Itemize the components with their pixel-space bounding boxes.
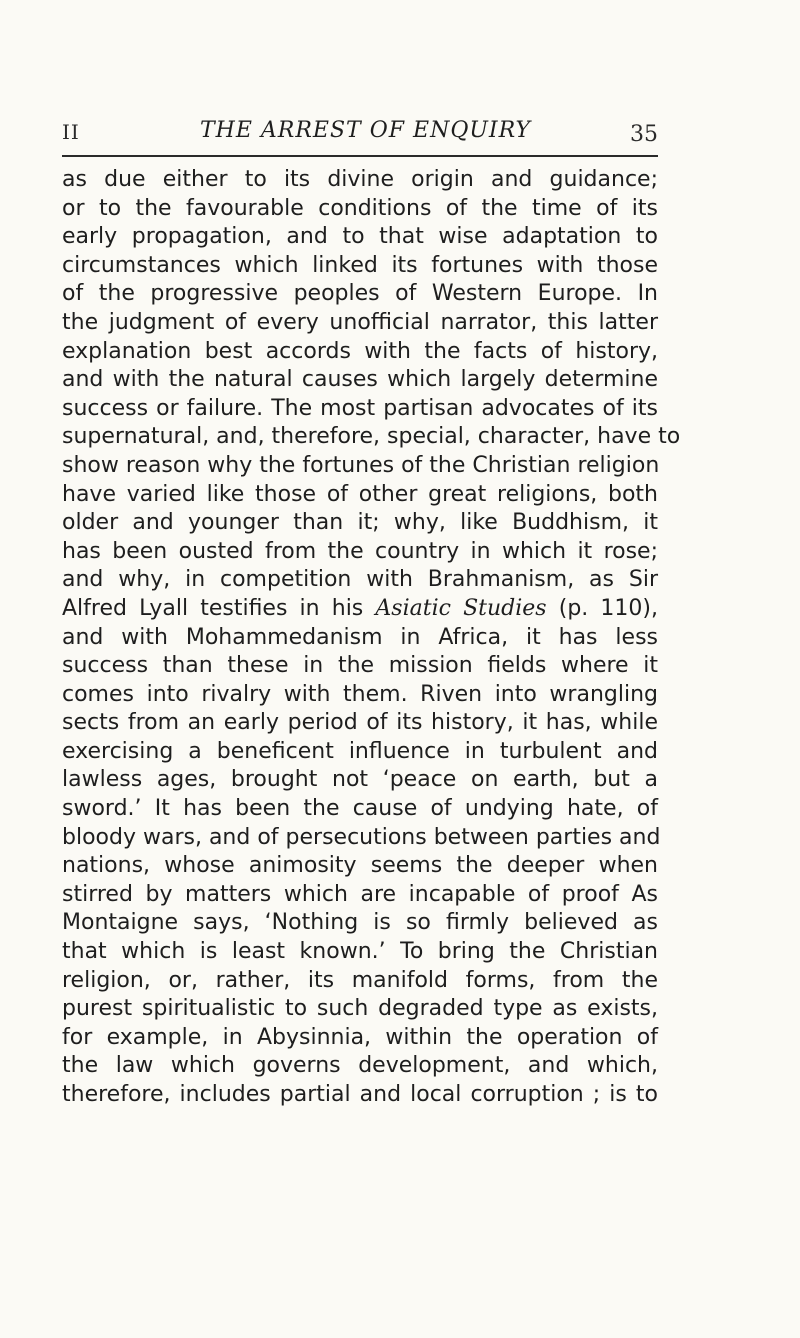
text-line: bloody wars, and of persecutions between parties and (62, 824, 661, 850)
text-line: sword.’ It has been the cause of undying hate, of (62, 796, 658, 822)
text-line: as due either to its divine origin and guidance; (62, 167, 658, 192)
text-line: the law which governs development, and which, (62, 1053, 658, 1079)
text-line: explanation best accords with the facts of history, (62, 338, 658, 364)
book-title-italic: Asiatic Studies (375, 595, 547, 621)
text-line: older and younger than it; why, like Buddhism, it (62, 510, 658, 536)
text-line: supernatural, and, therefore, special, character, have to (62, 424, 681, 450)
text-line: circumstances which linked its fortunes with those (62, 252, 658, 278)
citation-lead: Alfred Lyall testifies in his (62, 595, 364, 621)
text-line: religion, or, rather, its manifold forms, from the (62, 967, 658, 993)
text-line: therefore, includes partial and local corruption ; is to (62, 1082, 658, 1107)
text-line: that which is least known.’ To bring the Christian (62, 939, 658, 965)
text-line: purest spiritualistic to such degraded type as exists, (62, 996, 658, 1022)
text-line: exercising a beneficent influence in turbulent and (62, 738, 658, 764)
text-line: and why, in competition with Brahmanism, as Sir (62, 567, 658, 593)
text-line: or to the favourable conditions of the time of its (62, 195, 658, 221)
header-rule (62, 155, 658, 157)
text-line: success or failure. The most partisan advocates of its (62, 395, 658, 421)
text-line: nations, whose animosity seems the deeper when (62, 853, 658, 879)
text-line: has been ousted from the country in which it rose; (62, 538, 658, 564)
running-head (62, 112, 658, 152)
text-line: of the progressive peoples of Western Europe. In (62, 281, 658, 307)
body-text (62, 166, 681, 1110)
text-line: the judgment of every unofficial narrator, this latter (62, 309, 658, 335)
text-line: lawless ages, brought not ‘peace on earth, but a (62, 767, 658, 793)
citation-page: (p. 110), (558, 595, 658, 621)
text-line: stirred by matters which are incapable of proof As (62, 881, 658, 907)
running-title: THE ARREST OF ENQUIRY (200, 118, 532, 143)
page-number: 35 (630, 122, 658, 147)
text-line: show reason why the fortunes of the Christian religion (62, 452, 660, 478)
chapter-number: II (62, 120, 80, 144)
text-line: sects from an early period of its history, it has, while (62, 710, 658, 736)
text-line: and with the natural causes which largely determine (62, 367, 658, 393)
text-line: comes into rivalry with them. Riven into wrangling (62, 681, 658, 707)
text-line: for example, in Abysinnia, within the operation of (62, 1024, 658, 1050)
text-line: Montaigne says, ‘Nothing is so firmly believed as (62, 910, 658, 936)
text-line: and with Mohammedanism in Africa, it has less (62, 624, 658, 650)
text-line: early propagation, and to that wise adaptation to (62, 224, 658, 250)
text-line-citation (62, 595, 658, 624)
text-line: success than these in the mission fields where it (62, 653, 658, 679)
text-line: have varied like those of other great religions, both (62, 481, 658, 507)
